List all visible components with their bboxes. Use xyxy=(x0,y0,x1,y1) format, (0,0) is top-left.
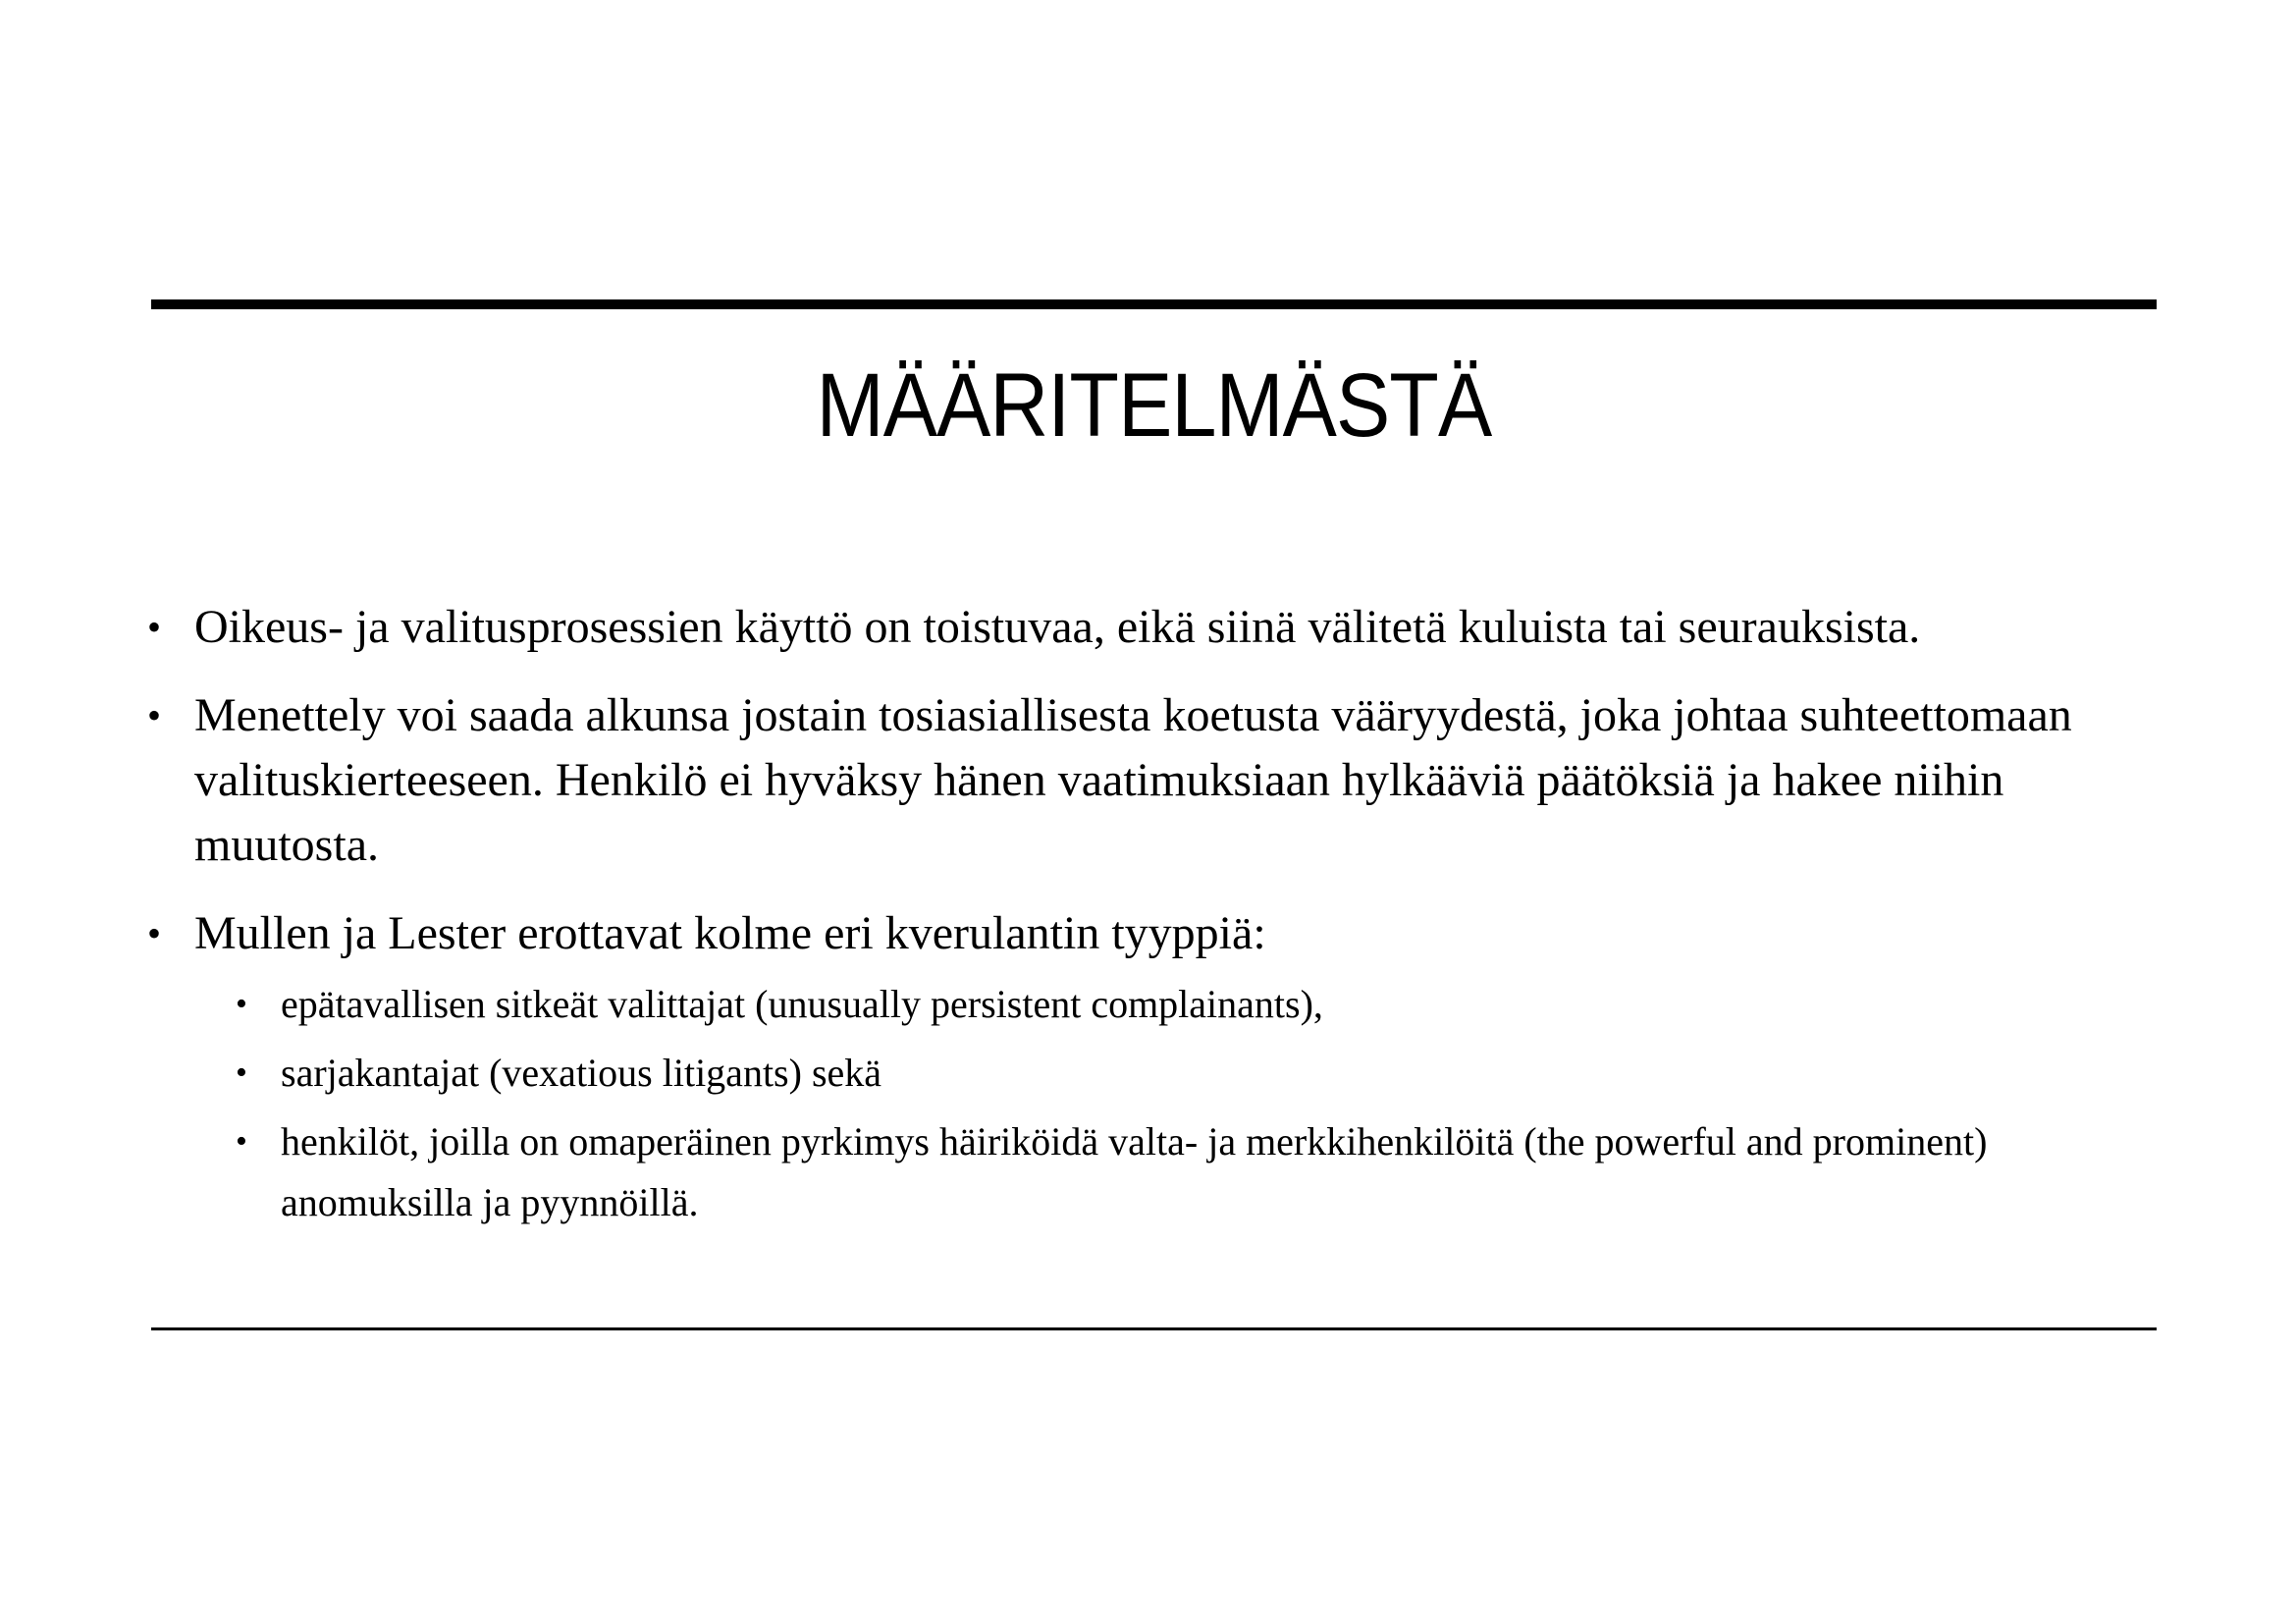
bullet-list xyxy=(137,595,2179,1233)
slide-content xyxy=(137,595,2179,1257)
sub-bullet-icon: • xyxy=(236,1123,247,1160)
bullet-item xyxy=(137,901,2179,1233)
sub-bullet-text: epätavallisen sitkeät valittajat (unusually persistent complainants), xyxy=(281,982,1323,1026)
sub-bullet-text: henkilöt, joilla on omaperäinen pyrkimys häiriköidä valta- ja merkkihenkilöitä (the powerful and prominent) anomuksilla ja pyynnöillä. xyxy=(281,1119,1988,1224)
bullet-item xyxy=(137,595,2179,660)
sub-bullet-item xyxy=(194,1111,2179,1233)
sub-bullet-list xyxy=(194,974,2179,1233)
bullet-icon: • xyxy=(147,605,162,649)
sub-bullet-icon: • xyxy=(236,1055,247,1091)
top-divider xyxy=(151,299,2157,309)
bullet-text: Oikeus- ja valitusprosessien käyttö on toistuvaa, eikä siinä välitetä kuluista tai seurauksista. xyxy=(194,601,1921,653)
sub-bullet-text: sarjakantajat (vexatious litigants) sekä xyxy=(281,1051,882,1095)
sub-bullet-item xyxy=(194,974,2179,1035)
slide-title: MÄÄRITELMÄSTÄ xyxy=(816,355,1492,456)
sub-bullet-icon: • xyxy=(236,986,247,1022)
bullet-item xyxy=(137,683,2179,878)
bullet-text: Menettely voi saada alkunsa jostain tosiasiallisesta koetusta vääryydestä, joka johtaa suhteettomaan valituskierteeseen. Henkilö ei hyväksy hänen vaatimuksiaan hylkääviä päätöksiä ja hakee niihin muutosta. xyxy=(194,689,2072,871)
bullet-icon: • xyxy=(147,693,162,737)
bullet-icon: • xyxy=(147,911,162,955)
bottom-divider xyxy=(151,1327,2157,1330)
sub-bullet-item xyxy=(194,1043,2179,1104)
bullet-text: Mullen ja Lester erottavat kolme eri kverulantin tyyppiä: xyxy=(194,907,1266,959)
